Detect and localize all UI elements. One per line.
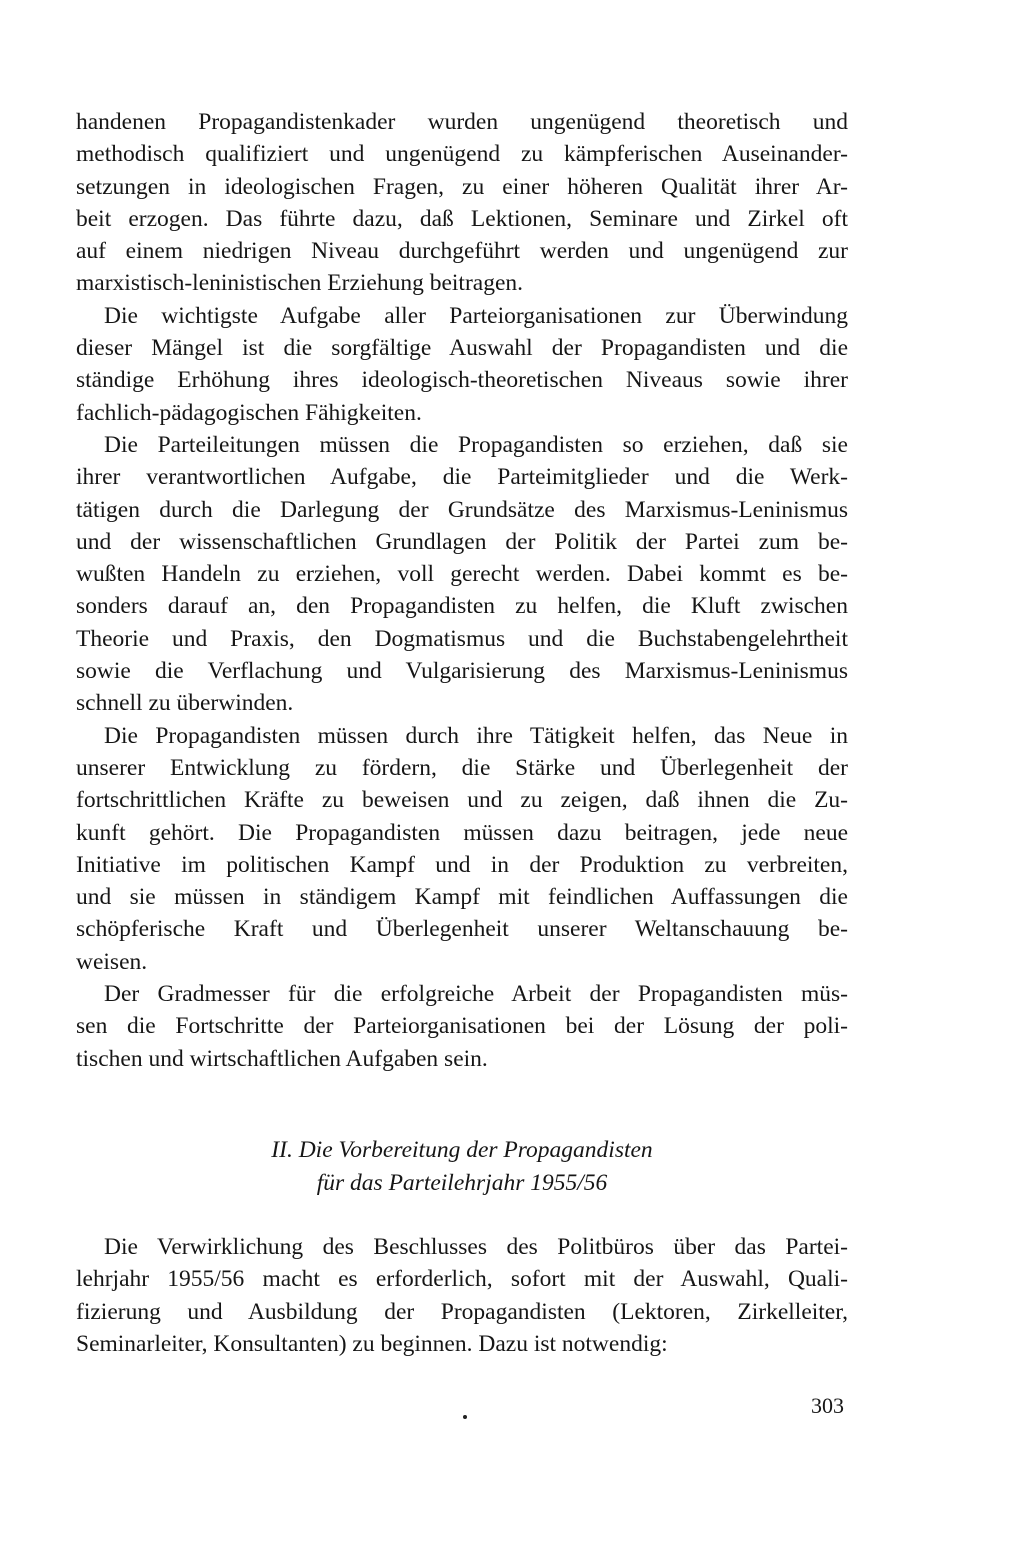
text-line: und der wissenschaftlichen Grundlagen der Politik der Partei zum be-	[76, 528, 848, 555]
text-line: fachlich-pädagogischen Fähigkeiten.	[76, 399, 422, 426]
text-line: unserer Entwicklung zu fördern, die Stärke und Überlegenheit der	[76, 754, 848, 781]
paragraph-4	[76, 720, 848, 978]
text-line: Seminarleiter, Konsultanten) zu beginnen. Dazu ist notwendig:	[76, 1330, 668, 1357]
text-line: auf einem niedrigen Niveau durchgeführt werden und ungenügend zur	[76, 238, 848, 265]
text-line: sen die Fortschritte der Parteiorganisationen bei der Lösung der poli-	[76, 1013, 848, 1040]
text-line: lehrjahr 1955/56 macht es erforderlich, sofort mit der Auswahl, Quali-	[76, 1266, 848, 1293]
text-line: beit erzogen. Das führte dazu, daß Lektionen, Seminare und Zirkel oft	[76, 205, 848, 232]
text-line: sonders darauf an, den Propagandisten zu helfen, die Kluft zwischen	[76, 593, 848, 620]
text-line: tätigen durch die Darlegung der Grundsätze des Marxismus-Leninismus	[76, 496, 848, 523]
text-line: ständige Erhöhung ihres ideologisch-theoretischen Niveaus sowie ihrer	[76, 367, 848, 394]
page-number: 303	[811, 1393, 844, 1418]
closing-text	[76, 1231, 848, 1360]
text-line: tischen und wirtschaftlichen Aufgaben sein.	[76, 1045, 488, 1072]
paragraph-1	[76, 106, 848, 300]
text-line: ihrer verantwortlichen Aufgabe, die Parteimitglieder und die Werk-	[76, 464, 848, 491]
text-line: Die wichtigste Aufgabe aller Parteiorganisationen zur Überwindung	[104, 302, 848, 329]
text-line: Die Verwirklichung des Beschlusses des Politbüros über das Partei-	[104, 1234, 848, 1260]
text-line: Die Parteileitungen müssen die Propagandisten so erziehen, daß sie	[104, 431, 848, 458]
text-line: kunft gehört. Die Propagandisten müssen dazu beitragen, jede neue	[76, 819, 848, 846]
heading-line-2: für das Parteilehrjahr 1955/56	[316, 1169, 608, 1196]
paragraph-3	[76, 429, 848, 720]
heading-line-1: II. Die Vorbereitung der Propagandisten	[271, 1137, 653, 1163]
text-line: fizierung und Ausbildung der Propagandisten (Lektoren, Zirkelleiter,	[76, 1298, 848, 1325]
text-line: Initiative im politischen Kampf und in der Produktion zu verbreiten,	[76, 851, 848, 878]
text-line: Theorie und Praxis, den Dogmatismus und die Buchstabengelehrtheit	[76, 625, 848, 652]
text-line: schöpferische Kraft und Überlegenheit unserer Weltanschauung be-	[76, 916, 848, 943]
body-text	[76, 106, 848, 1075]
paragraph-2	[76, 300, 848, 429]
paragraph-5	[76, 978, 848, 1075]
text-line: handenen Propagandistenkader wurden ungenügend theoretisch und	[76, 109, 848, 135]
text-line: dieser Mängel ist die sorgfältige Auswahl der Propagandisten und die	[76, 335, 848, 362]
text-line: sowie die Verflachung und Vulgarisierung des Marxismus-Leninismus	[76, 658, 848, 685]
text-line: setzungen in ideologischen Fragen, zu einer höheren Qualität ihrer Ar-	[76, 173, 848, 200]
text-line: Die Propagandisten müssen durch ihre Tätigkeit helfen, das Neue in	[104, 722, 848, 749]
paragraph-6	[76, 1231, 848, 1360]
text-line: schnell zu überwinden.	[76, 690, 294, 717]
text-line: Der Gradmesser für die erfolgreiche Arbeit der Propagandisten müs-	[104, 981, 848, 1008]
text-line: weisen.	[76, 948, 148, 975]
text-line: und sie müssen in ständigem Kampf mit feindlichen Auffassungen die	[76, 884, 848, 911]
text-line: methodisch qualifiziert und ungenügend zu kämpferischen Auseinander-	[76, 141, 848, 168]
text-line: fortschrittlichen Kräfte zu beweisen und zu zeigen, daß ihnen die Zu-	[76, 787, 848, 814]
section-heading	[76, 1134, 848, 1199]
text-line: marxistisch-leninistischen Erziehung beitragen.	[76, 270, 524, 297]
text-line: wußten Handeln zu erziehen, voll gerecht werden. Dabei kommt es be-	[76, 561, 848, 588]
print-speck	[463, 1415, 467, 1419]
